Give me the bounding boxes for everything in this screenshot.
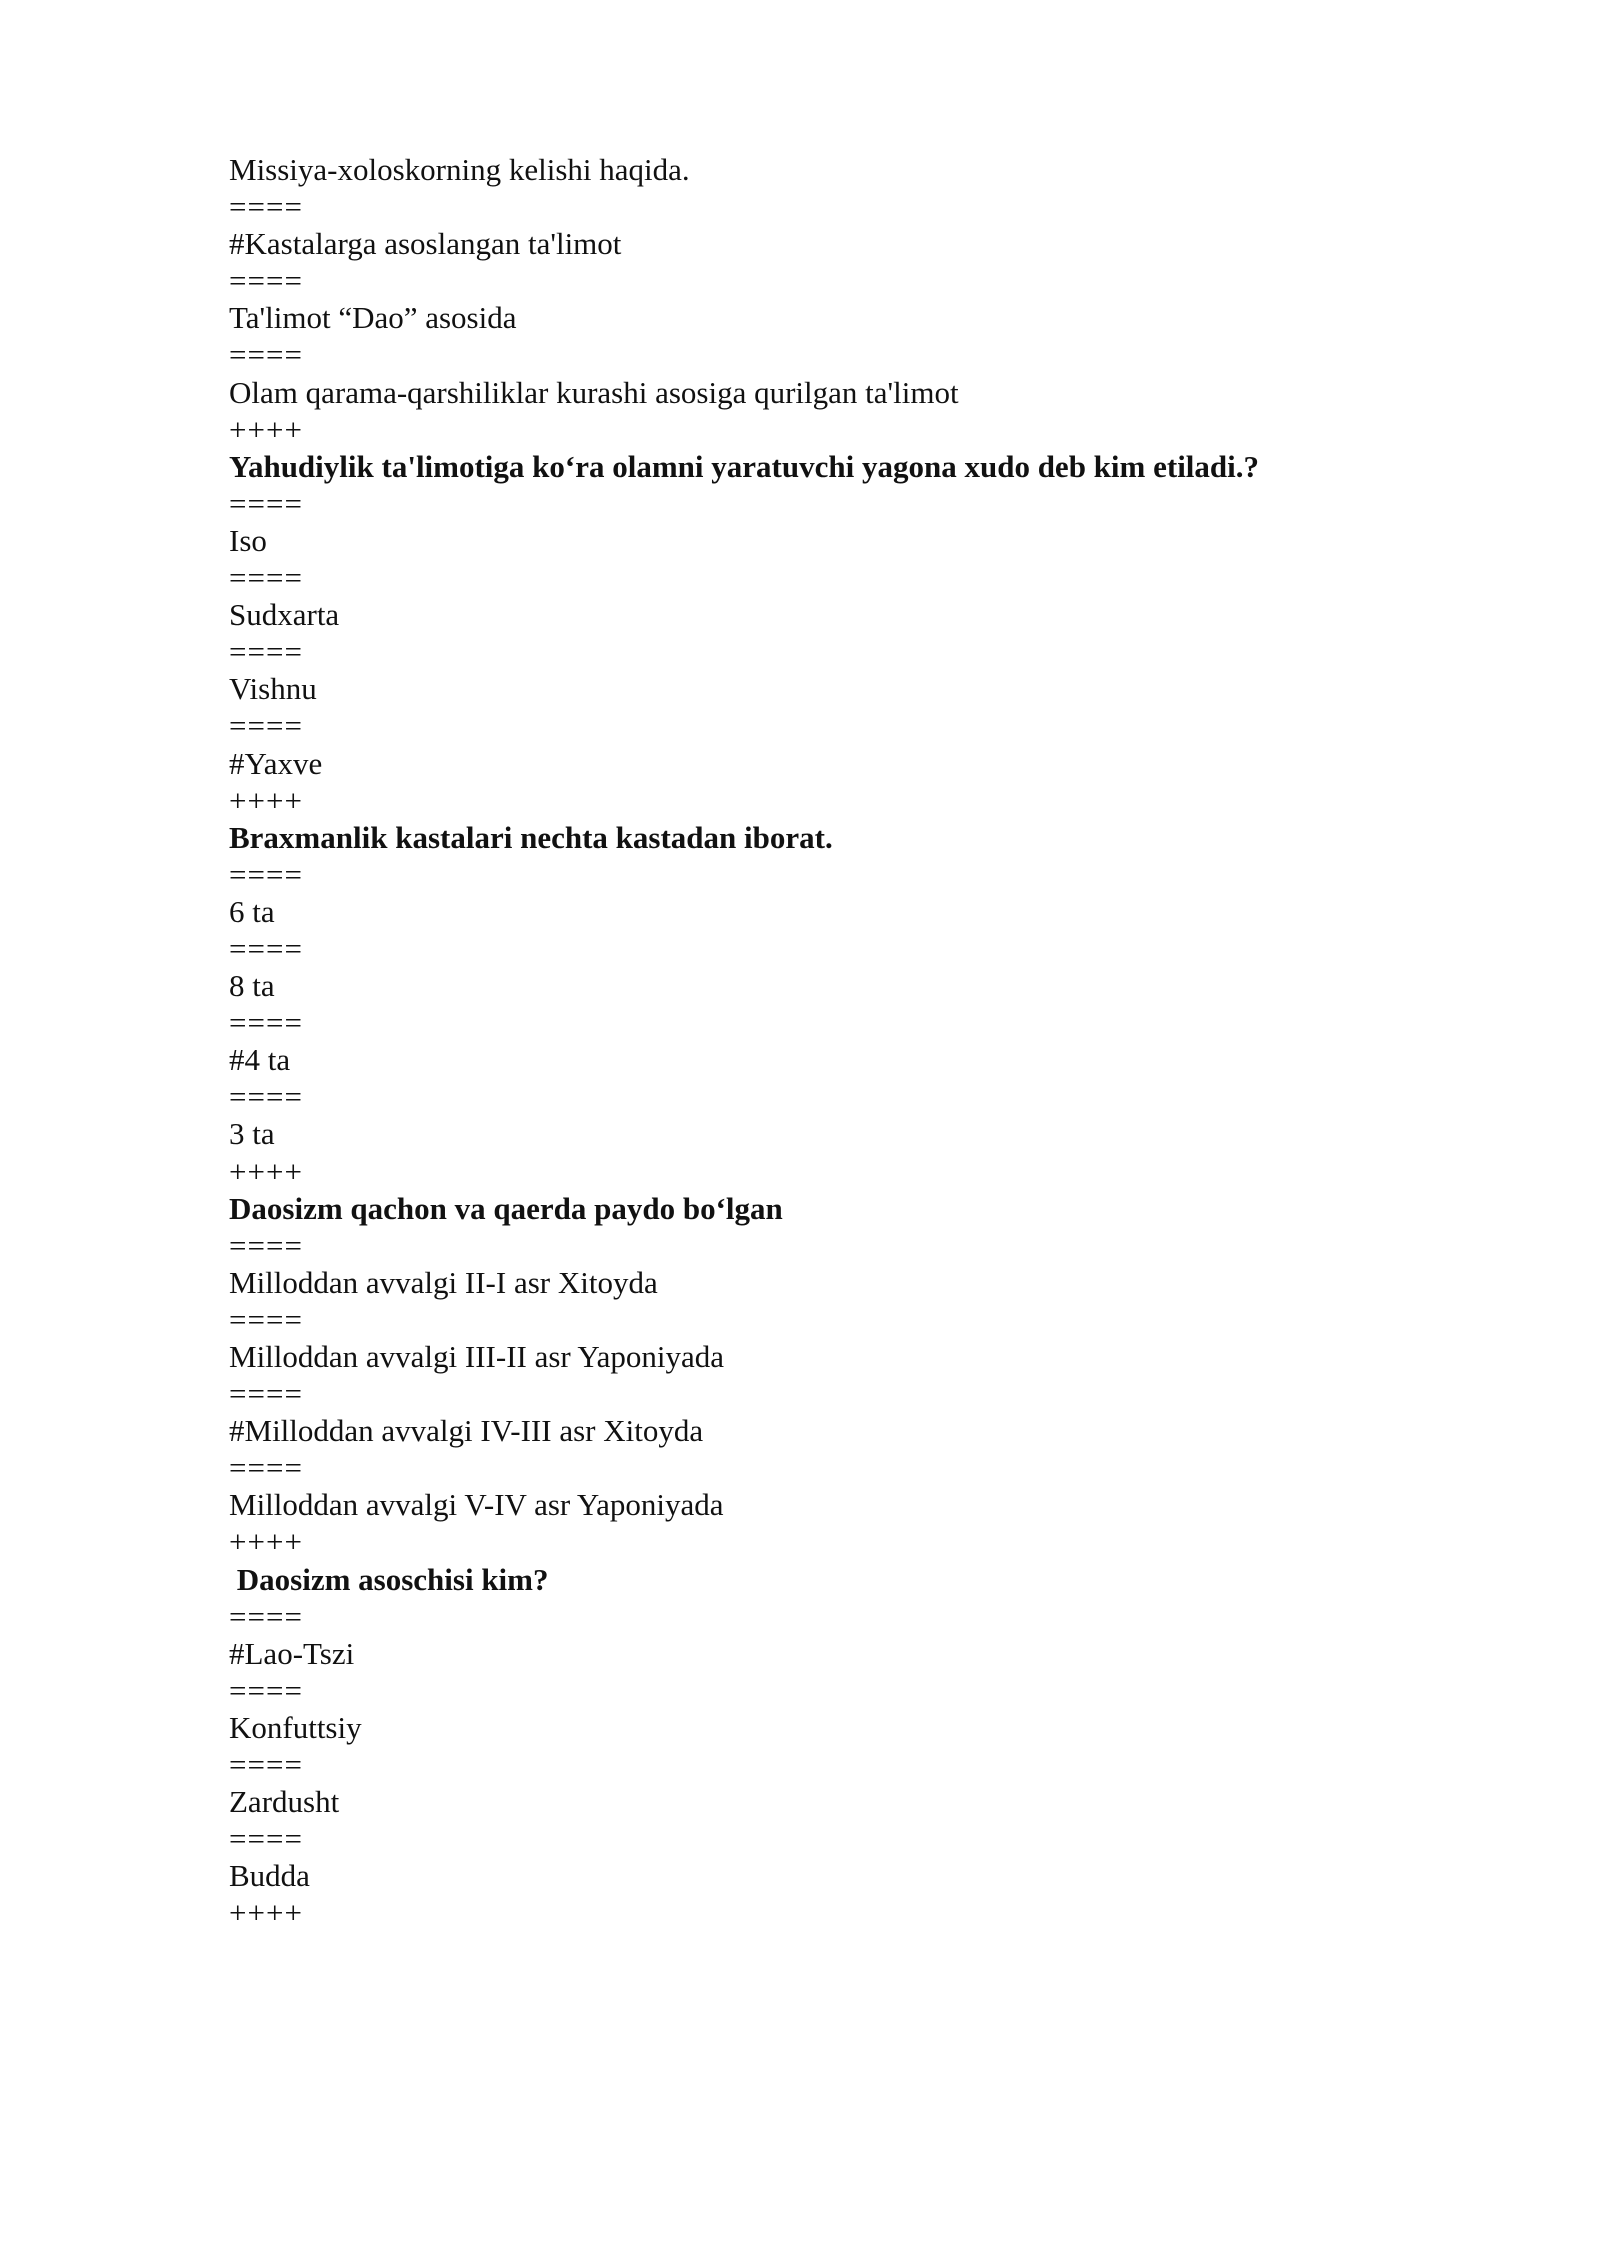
answer-option: Missiya-xoloskorning kelishi haqida. (229, 152, 690, 187)
answer-option: Milloddan avvalgi V-IV asr Yaponiyada (229, 1487, 724, 1523)
question-text: Daosizm asoschisi kim? (229, 1561, 549, 1597)
answer-option: Zardusht (229, 1784, 340, 1820)
separator-line: ++++ (229, 1153, 303, 1189)
separator-line: ==== (229, 634, 303, 670)
separator-line: ==== (229, 930, 303, 966)
separator-line: ==== (229, 1376, 303, 1412)
separator-line: ==== (229, 1227, 303, 1263)
answer-option: 8 ta (229, 968, 275, 1004)
answer-option: #4 ta (229, 1042, 291, 1078)
answer-option: Konfuttsiy (229, 1709, 362, 1745)
separator-line: ==== (229, 1747, 303, 1783)
separator-line: ==== (229, 263, 303, 299)
separator-line: ==== (229, 856, 303, 892)
answer-option: Vishnu (229, 671, 317, 707)
answer-option: Ta'limot “Dao” asosida (229, 300, 517, 336)
separator-line: ==== (229, 485, 303, 521)
question-text: Braxmanlik kastalari nechta kastadan iborat. (229, 819, 833, 855)
answer-option: Olam qarama-qarshiliklar kurashi asosiga qurilgan ta'limot (229, 374, 959, 410)
answer-option: 6 ta (229, 893, 275, 929)
separator-line: ==== (229, 1079, 303, 1115)
answer-option: #Kastalarga asoslangan ta'limot (229, 226, 622, 262)
separator-line: ==== (229, 337, 303, 373)
answer-option: #Milloddan avvalgi IV-III asr Xitoyda (229, 1413, 704, 1449)
separator-line: ++++ (229, 782, 303, 818)
answer-option: Iso (229, 522, 267, 558)
separator-line: ==== (229, 1821, 303, 1857)
answer-option: #Lao-Tszi (229, 1635, 355, 1671)
separator-line: ==== (229, 189, 303, 225)
separator-line: ==== (229, 708, 303, 744)
separator-line: ++++ (229, 1895, 303, 1931)
separator-line: ++++ (229, 411, 303, 447)
answer-option: Budda (229, 1858, 310, 1894)
answer-option: Milloddan avvalgi III-II asr Yaponiyada (229, 1339, 725, 1374)
separator-line: ==== (229, 1301, 303, 1337)
answer-option: 3 ta (229, 1116, 275, 1152)
answer-option: #Yaxve (229, 745, 323, 781)
separator-line: ++++ (229, 1524, 303, 1560)
separator-line: ==== (229, 1450, 303, 1486)
answer-option: Milloddan avvalgi II-I asr Xitoyda (229, 1264, 658, 1300)
separator-line: ==== (229, 1005, 303, 1041)
separator-line: ==== (229, 560, 303, 596)
question-text: Yahudiylik ta'limotiga ko‘ra olamni yaratuvchi yagona xudo deb kim etiladi.? (229, 448, 1260, 484)
question-text: Daosizm qachon va qaerda paydo bo‘lgan (229, 1190, 783, 1226)
answer-option: Sudxarta (229, 597, 340, 633)
document-body (229, 151, 1529, 1932)
separator-line: ==== (229, 1672, 303, 1708)
separator-line: ==== (229, 1598, 303, 1634)
